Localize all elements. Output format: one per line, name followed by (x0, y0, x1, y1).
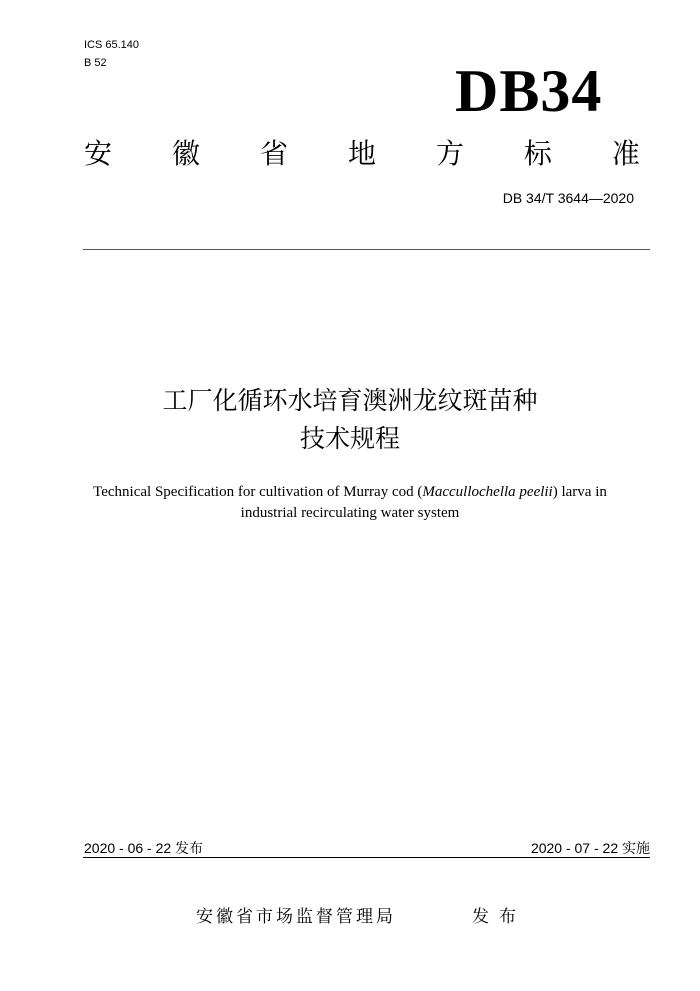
standard-type-char: 地 (347, 137, 376, 170)
title-chinese-line1: 工厂化循环水培育澳洲龙纹斑苗种 (162, 386, 538, 415)
standard-type-char: 安 (84, 137, 113, 170)
issue-label: 发布 (472, 907, 526, 927)
footer-divider (83, 857, 650, 858)
standard-type-char: 方 (435, 137, 464, 170)
implement-date: 2020 - 07 - 22 实施 (530, 840, 650, 856)
standard-logo: DB34 (455, 58, 603, 124)
standard-type-char: 准 (611, 137, 640, 170)
standard-number: DB 34/T 3644—2020 (502, 190, 634, 206)
title-english-part2: ) larva in (552, 484, 607, 500)
standard-type-heading (84, 134, 640, 174)
standard-type-char: 省 (259, 137, 288, 170)
standard-type-char: 徽 (171, 137, 200, 170)
ccs-code: B 52 (84, 57, 107, 69)
title-english-line1 (0, 482, 700, 503)
header-divider (83, 249, 650, 250)
title-chinese-line2: 技术规程 (299, 424, 400, 453)
title-english (0, 482, 700, 524)
title-english-line2: industrial recirculating water system (240, 505, 460, 521)
publish-date: 2020 - 06 - 22 发布 (84, 840, 204, 856)
issuing-authority: 安徽省市场监督管理局 (196, 907, 396, 927)
standard-type-char: 标 (523, 137, 552, 170)
species-name: Maccullochella peelii (422, 484, 553, 500)
ics-code: ICS 65.140 (84, 39, 140, 51)
classification-codes (84, 36, 139, 72)
title-english-part1: Technical Specification for cultivation of Murray cod ( (93, 484, 423, 500)
